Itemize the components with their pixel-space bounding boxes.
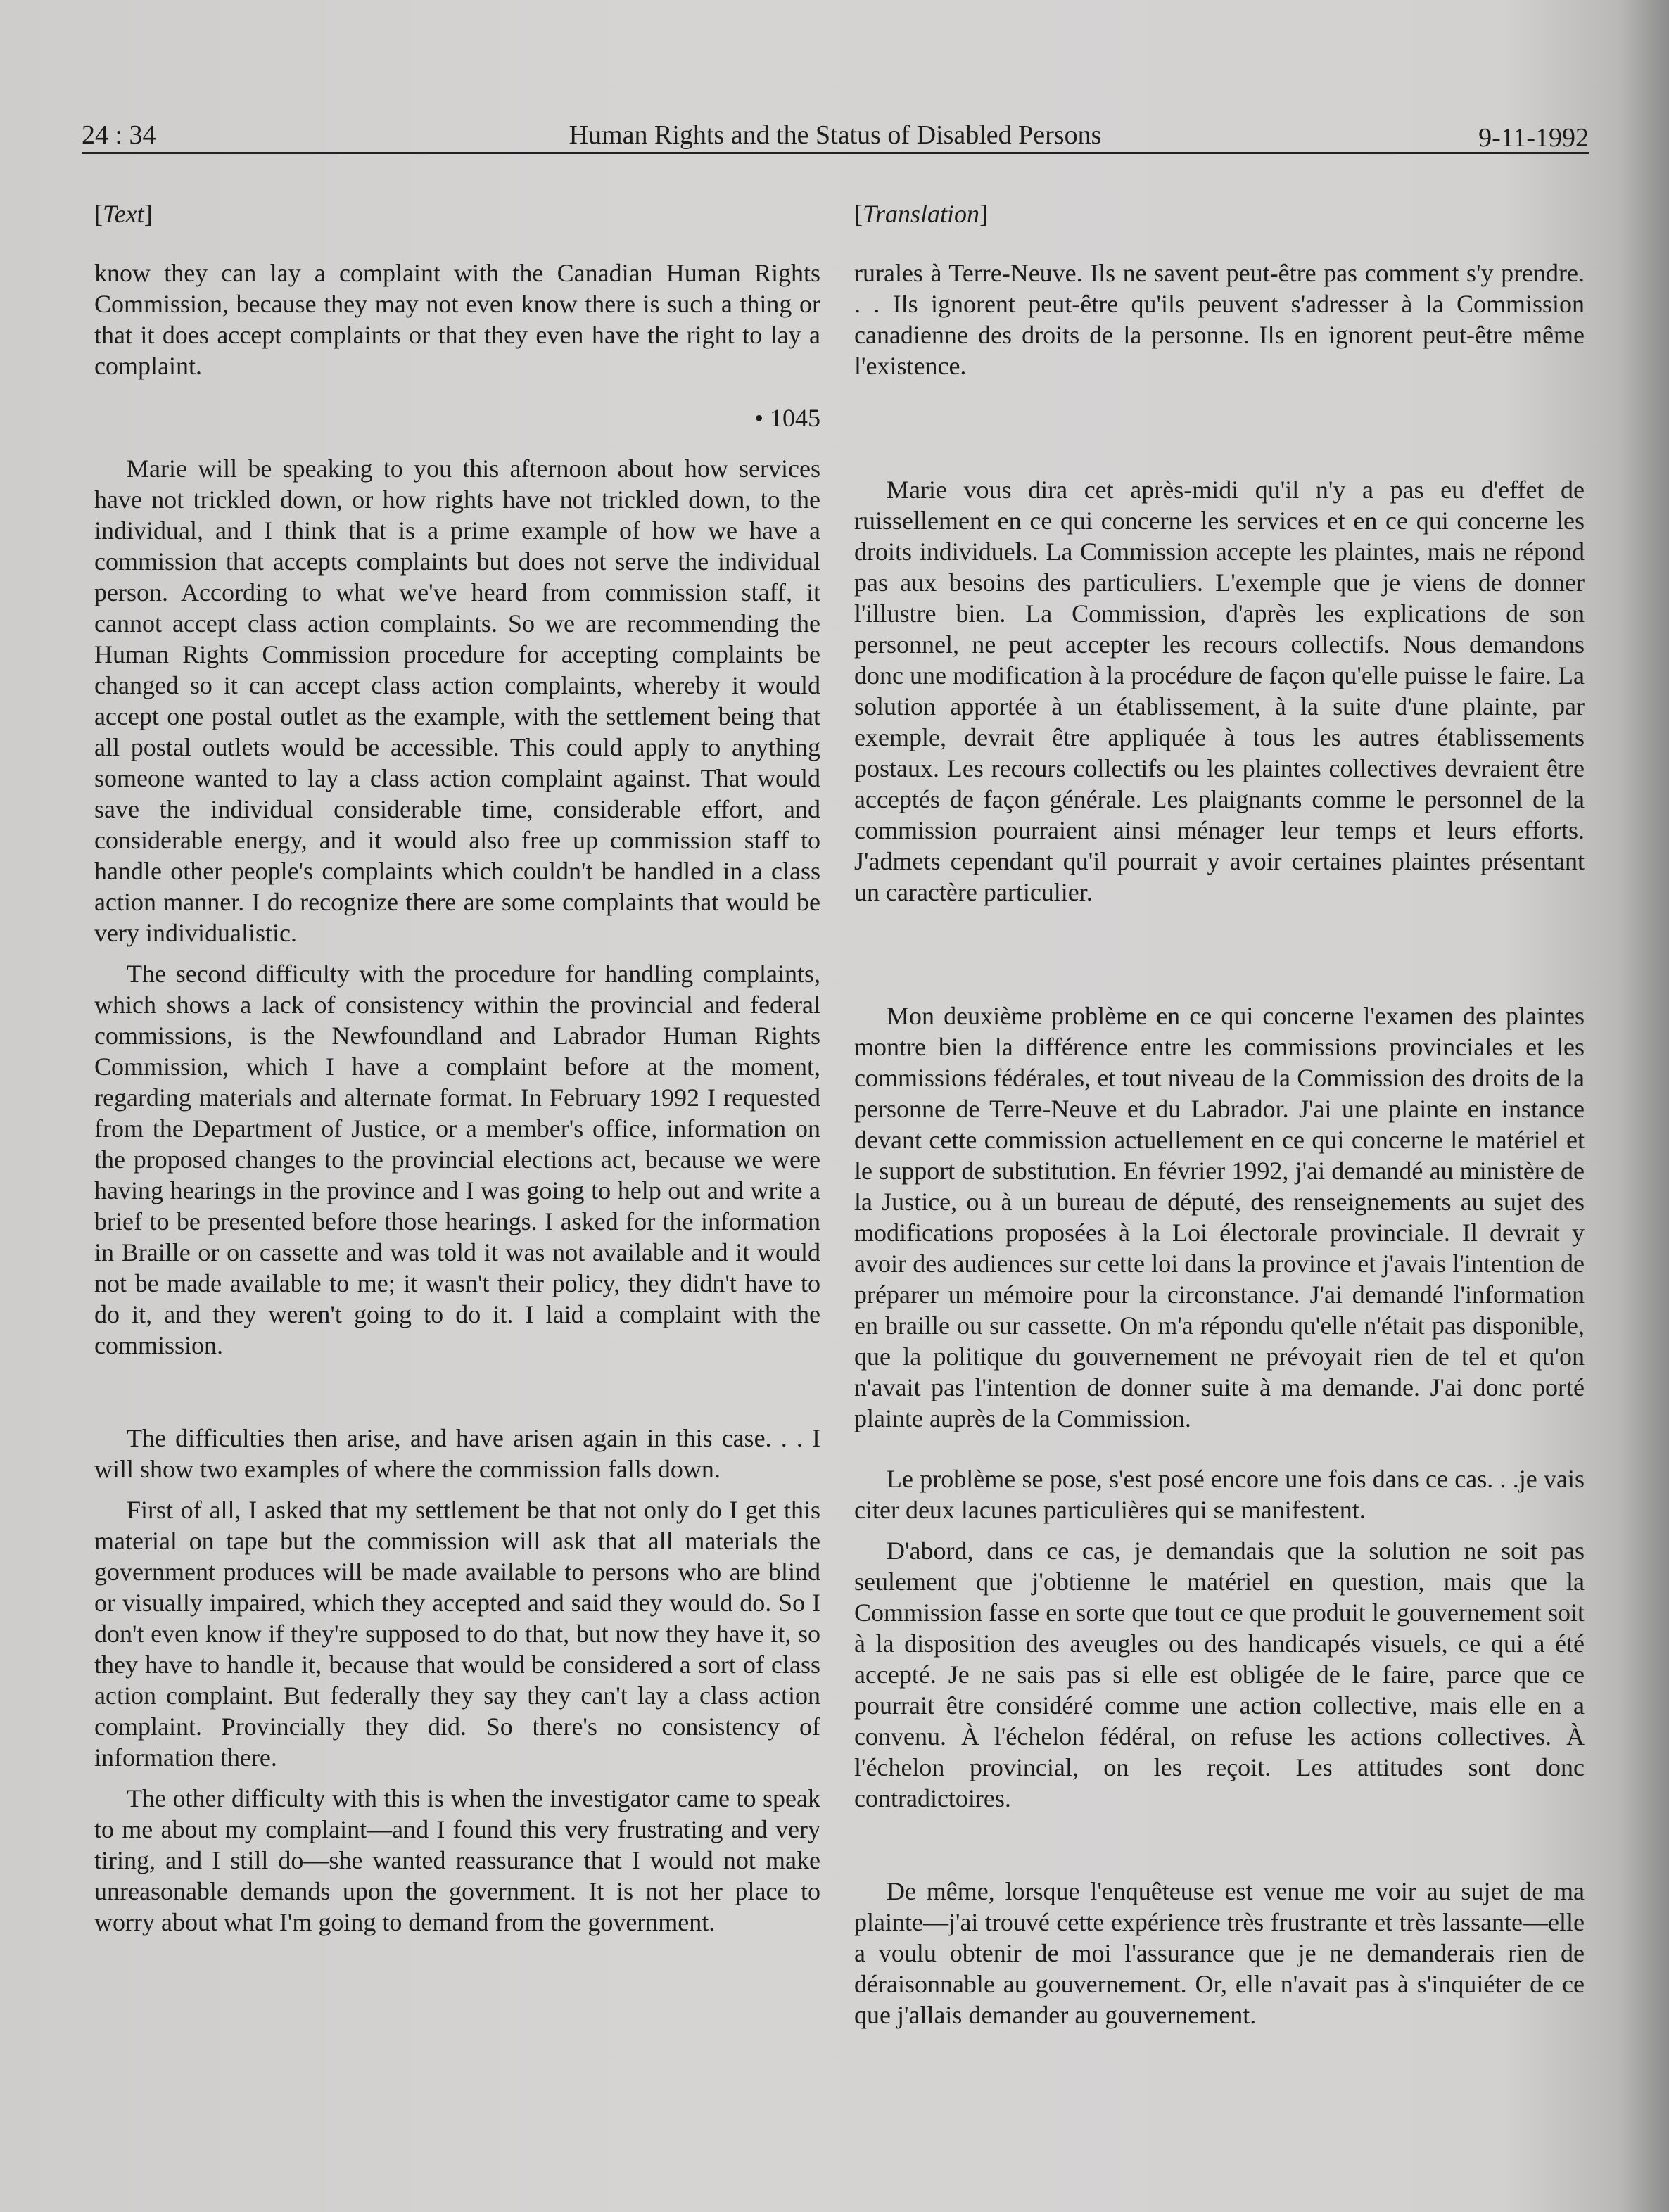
french-paragraph-1: rurales à Terre-Neuve. Ils ne savent peut-être pas comment s'y prendre. . . Ils ignorent peut-être qu'ils peuvent s'adresser à la Commission canadienne des droits de la personne. Ils en ignorent peut-être même l'existence. — [854, 259, 1585, 380]
page-number: 24 : 34 — [82, 120, 156, 150]
french-paragraph-2: Marie vous dira cet après-midi qu'il n'y a pas eu d'effet de ruissellement en ce qui concerne les services et en ce qui concerne les droits individuels. La Commission accepte les plaintes, mais ne répond pas aux besoins des particuliers. L'exemple que je viens de donner l'illustre bien. La Commission, d'après les explications de son personnel, ne peut accepter les recours collectifs. Nous demandons donc une modification à la procédure de façon qu'elle puisse le faire. La solution apportée à un établissement, à la suite d'une plainte, par exemple, devrait être appliquée à tous les autres établissements postaux. Les recours collectifs ou les plaintes collectives devraient être acceptés de façon générale. Les plaignants comme le personnel de la commission pourraient ainsi ménager leur temps et leurs efforts. J'admets cependant qu'il pourrait y avoir certaines plaintes présentant un caractère particulier. — [854, 476, 1585, 906]
english-paragraph-3: The second difficulty with the procedure for handling complaints, which shows a lack of consistency within the provincial and federal commissions, is the Newfoundland and Labrador Human Rights Commission, which I have a complaint before at the moment, regarding materials and alternate format. In February 1992 I requested from the Department of Justice, or a member's office, information on the proposed changes to the provincial elections act, because we were having hearings in the province and I was going to help out and write a brief to be presented before those hearings. I asked for the information in Braille or on cassette and was told it was not available and it would not be made available to me; it wasn't their policy, they didn't have to do it, and they weren't going to do it. I laid a complaint with the commission. — [94, 960, 820, 1359]
english-paragraph-1: know they can lay a complaint with the Canadian Human Rights Commission, because they may not even know there is such a thing or that it does accept complaints or that they even have the right to lay a complaint. — [94, 259, 820, 380]
french-column — [854, 198, 1585, 2030]
time-marker: • 1045 — [754, 404, 820, 432]
page-header — [82, 120, 1589, 154]
french-paragraph-4: Le problème se pose, s'est posé encore une fois dans ce cas. . .je vais citer deux lacunes particulières qui se manifestent. — [854, 1465, 1585, 1524]
english-paragraph-4: The difficulties then arise, and have arisen again in this case. . . I will show two examples of where the commission falls down. — [94, 1424, 820, 1483]
english-paragraph-5: First of all, I asked that my settlement be that not only do I get this material on tape but the commission will ask that all materials the government produces will be made available to persons who are blind or visually impaired, which they accepted and said they would do. So I don't even know if they're supposed to do that, but now they have it, so they have to handle it, because that would be considered a sort of class action complaint. But federally they say they can't lay a class action complaint. Provincially they did. So there's no consistency of information there. — [94, 1496, 820, 1772]
french-paragraph-5: D'abord, dans ce cas, je demandais que la solution ne soit pas seulement que j'obtienne le matériel en question, mais que la Commission fasse en sorte que tout ce que produit le gouvernement soit à la disposition des aveugles ou des handicapés visuels, ce qui a été accepté. Je ne sais pas si elle est obligée de le faire, parce que ce pourrait être considéré comme une action collective, mais elle en a convenu. À l'échelon fédéral, on refuse les actions collectives. À l'échelon provincial, on les reçoit. Les attitudes sont donc contradictoires. — [854, 1537, 1585, 1812]
english-paragraph-6: The other difficulty with this is when the investigator came to speak to me about my complaint—and I found this very frustrating and very tiring, and I still do—she wanted reassurance that I would not make unreasonable demands upon the government. It is not her place to worry about what I'm going to demand from the government. — [94, 1784, 820, 1936]
french-paragraph-3: Mon deuxième problème en ce qui concerne l'examen des plaintes montre bien la différence entre les commissions provinciales et les commissions fédérales, et tout niveau de la Commission des droits de la personne de Terre-Neuve et du Labrador. J'ai une plainte en instance devant cette commission actuellement en ce qui concerne le matériel et le support de substitution. En février 1992, j'ai demandé au ministère de la Justice, ou à un bureau de député, des renseignements au sujet des modifications proposées à la Loi électorale provinciale. Il devrait y avoir des audiences sur cette loi dans la province et j'avais l'intention de préparer un mémoire pour la circonstance. J'ai demandé l'information en braille ou sur cassette. On m'a répondu qu'elle n'était pas disponible, que la politique du gouvernement ne prévoyait rien de tel et qu'on n'avait pas l'intention de donner suite à ma demande. J'ai donc porté plainte auprès de la Commission. — [854, 1002, 1585, 1432]
english-column — [94, 198, 820, 1938]
document-date: 9-11-1992 — [1478, 123, 1589, 153]
french-paragraph-6: De même, lorsque l'enquêteuse est venue me voir au sujet de ma plainte—j'ai trouvé cette expérience très frustrante et très lassante—elle a voulu obtenir de moi l'assurance que je ne demanderais rien de déraisonnable au gouvernement. Or, elle n'avait pas à s'inquiéter de ce que j'allais demander au gouvernement. — [854, 1877, 1585, 2029]
document-title: Human Rights and the Status of Disabled Persons — [569, 120, 1102, 150]
translation-label: [Translation] — [854, 200, 989, 228]
english-paragraph-2: Marie will be speaking to you this afternoon about how services have not trickled down, or how rights have not trickled down, to the individual, and I think that is a prime example of how we have a commission that accepts complaints but does not serve the individual person. According to what we've heard from commission staff, it cannot accept class action complaints. So we are recommending the Human Rights Commission procedure for accepting complaints be changed so it can accept class action complaints, whereby it would accept one postal outlet as the example, with the settlement being that all postal outlets would be accessible. This could apply to anything someone wanted to lay a class action complaint against. That would save the individual considerable time, considerable effort, and considerable energy, and it would also free up commission staff to handle other people's complaints which couldn't be handled in a class action manner. I do recognize there are some complaints that would be very individualistic. — [94, 455, 820, 947]
text-label: [Text] — [94, 200, 153, 228]
